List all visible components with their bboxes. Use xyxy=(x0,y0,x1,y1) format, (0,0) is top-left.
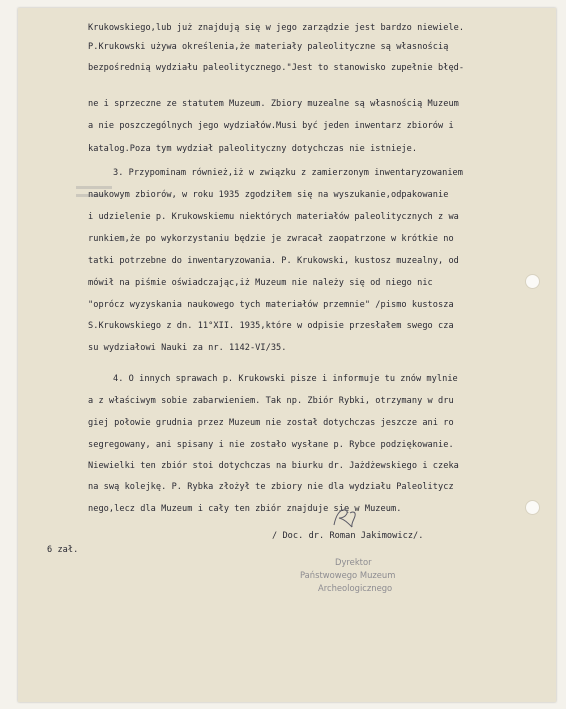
text-line: Krukowskiego,lub już znajdują się w jego zarządzie jest bardzo niewiele. xyxy=(88,23,465,33)
attachments-note: 6 zał. xyxy=(47,545,79,555)
text-line: segregowany, ani spisany i nie zostało wysłane p. Rybce podziękowanie. xyxy=(88,440,454,450)
archive-stamp-mark xyxy=(76,186,112,189)
text-line: S.Krukowskiego z dn. 11°XII. 1935,które w odpisie przesłałem swego cza xyxy=(88,321,454,331)
punch-hole-top xyxy=(525,274,540,289)
punch-hole-bottom xyxy=(525,500,540,515)
document-page xyxy=(18,8,556,702)
text-line: su wydziałowi Nauki za nr. 1142-VI/35. xyxy=(88,343,287,353)
signature-line: / Doc. dr. Roman Jakimowicz/. xyxy=(272,531,424,541)
text-line: Niewielki ten zbiór stoi dotychczas na biurku dr. Jażdżewskiego i czeka xyxy=(88,461,459,471)
text-line: mówił na piśmie oświadczając,iż Muzeum nie należy się od niego nic xyxy=(88,278,433,288)
text-line: "oprócz wyzyskania naukowego tych materiałów przemnie" /pismo kustosza xyxy=(88,300,454,310)
stamp-line-2: Państwowego Muzeum xyxy=(300,570,396,580)
text-line: katalog.Poza tym wydział paleolityczny dotychczas nie istnieje. xyxy=(88,144,418,154)
text-line: i udzielenie p. Krukowskiemu niektórych materiałów paleolitycznych z wa xyxy=(88,212,459,222)
text-line: runkiem,że po wykorzystaniu będzie je zwracał zaopatrzone w krótkie no xyxy=(88,234,454,244)
stamp-line-1: Dyrektor xyxy=(335,557,372,567)
text-line: bezpośrednią wydziału paleolitycznego."Jest to stanowisko zupełnie błęd- xyxy=(88,63,465,73)
text-line: a nie poszczególnych jego wydziałów.Musi być jeden inwentarz zbiorów i xyxy=(88,121,454,131)
text-line: na swą kolejkę. P. Rybka złożył te zbiory nie dla wydziału Paleolitycz xyxy=(88,482,454,492)
text-line: a z właściwym sobie zabarwieniem. Tak np. Zbiór Rybki, otrzymany w dru xyxy=(88,396,454,406)
text-line: P.Krukowski używa określenia,że materiały paleolityczne są własnością xyxy=(88,42,449,52)
stamp-line-3: Archeologicznego xyxy=(318,583,393,593)
text-line: naukowym zbiorów, w roku 1935 zgodziłem się na wyszukanie,odpakowanie xyxy=(88,190,449,200)
text-line: tatki potrzebne do inwentaryzowania. P. Krukowski, kustosz muzealny, od xyxy=(88,256,459,266)
handwritten-initials xyxy=(328,505,362,531)
text-line: 3. Przypominam również,iż w związku z zamierzonym inwentaryzowaniem xyxy=(113,168,463,178)
text-line: ne i sprzeczne ze statutem Muzeum. Zbiory muzealne są własnością Muzeum xyxy=(88,99,459,109)
text-line: nego,lecz dla Muzeum i cały ten zbiór znajduje się w Muzeum. xyxy=(88,504,402,514)
text-line: giej połowie grudnia przez Muzeum nie został dotychczas jeszcze ani ro xyxy=(88,418,454,428)
text-line: 4. O innych sprawach p. Krukowski pisze i informuje tu znów mylnie xyxy=(113,374,458,384)
